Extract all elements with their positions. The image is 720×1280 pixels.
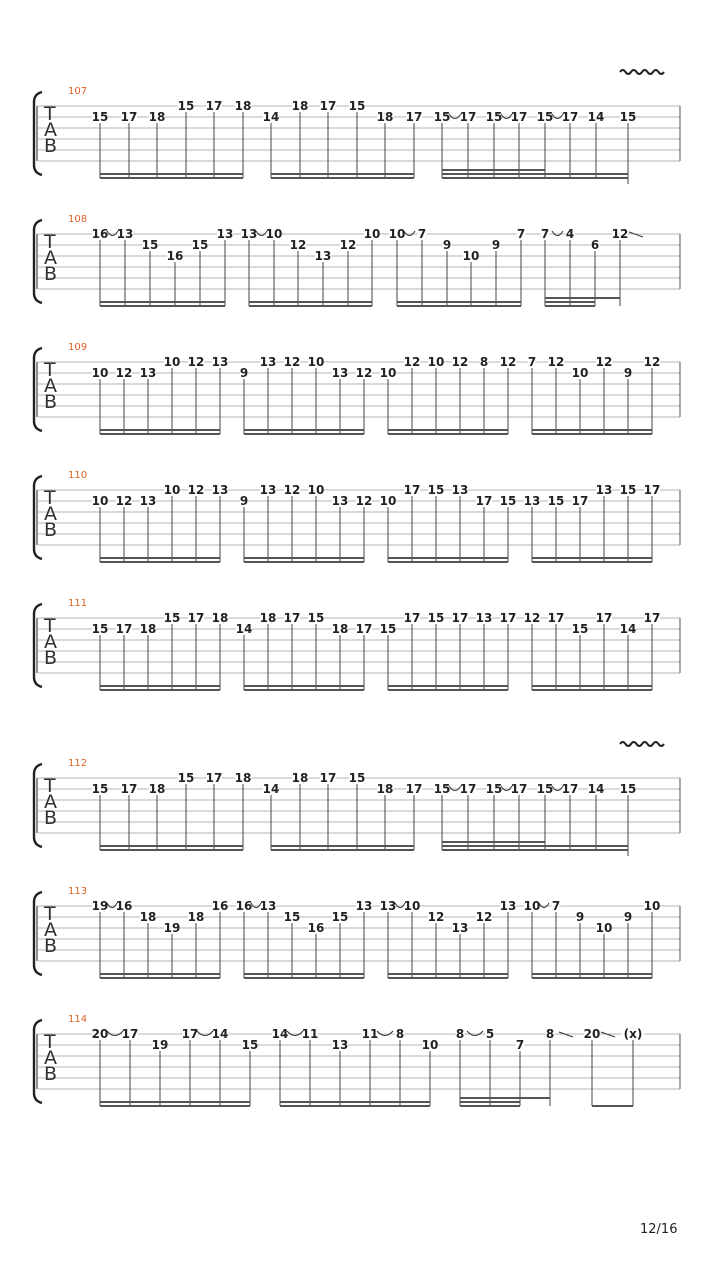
fret-number: (x) [623,1027,643,1041]
fret-number: 13 [116,227,134,241]
fret-number: 18 [376,782,394,796]
fret-number: 20 [91,1027,109,1041]
fret-number: 15 [307,611,325,625]
fret-number: 10 [643,899,661,913]
fret-number: 16 [235,899,253,913]
measure-number: 112 [68,758,88,769]
fret-number: 7 [515,1038,525,1052]
tab-clef-letter: A [44,375,57,397]
fret-number: 13 [331,1038,349,1052]
fret-number: 14 [619,622,637,636]
system-bracket [34,604,42,687]
slur-arc [539,903,549,908]
measure-number: 111 [68,598,88,609]
fret-number: 17 [595,611,613,625]
fret-number: 15 [141,238,159,252]
fret-number: 12 [355,494,373,508]
fret-number: 19 [91,899,109,913]
measure-number: 109 [68,342,88,353]
fret-number: 8 [395,1027,405,1041]
fret-number: 9 [239,494,249,508]
fret-number: 16 [166,249,184,263]
fret-number: 17 [405,782,423,796]
fret-number: 15 [619,782,637,796]
fret-number: 10 [379,494,397,508]
fret-number: 15 [427,611,445,625]
fret-number: 19 [151,1038,169,1052]
fret-number: 11 [301,1027,319,1041]
fret-number: 14 [587,782,605,796]
fret-number: 12 [611,227,629,241]
fret-number: 17 [475,494,493,508]
fret-number: 9 [623,910,633,924]
page-number: 12/16 [640,1222,678,1237]
fret-number: 15 [283,910,301,924]
fret-number: 15 [379,622,397,636]
fret-number: 12 [187,483,205,497]
fret-number: 18 [331,622,349,636]
measure-number: 113 [68,886,88,897]
fret-number: 13 [355,899,373,913]
fret-number: 7 [417,227,427,241]
tab-system-114 [34,1014,680,1106]
fret-number: 10 [91,366,109,380]
tab-clef-letter: B [44,519,58,541]
fret-number: 14 [271,1027,289,1041]
fret-number: 12 [339,238,357,252]
fret-number: 10 [363,227,381,241]
fret-number: 17 [205,99,223,113]
fret-number: 17 [643,483,661,497]
fret-number: 12 [289,238,307,252]
tab-clef-letter: A [44,631,57,653]
fret-number: 10 [307,355,325,369]
fret-number: 18 [376,110,394,124]
fret-number: 18 [291,771,309,785]
fret-number: 13 [523,494,541,508]
fret-number: 17 [205,771,223,785]
fret-number: 14 [587,110,605,124]
fret-number: 17 [547,611,565,625]
fret-number: 12 [115,366,133,380]
fret-number: 15 [619,110,637,124]
fret-number: 9 [239,366,249,380]
fret-number: 14 [235,622,253,636]
fret-number: 13 [451,483,469,497]
fret-number: 11 [361,1027,379,1041]
fret-number: 5 [485,1027,495,1041]
tab-clef-letter: T [44,1031,56,1053]
fret-number: 15 [499,494,517,508]
fret-number: 13 [451,921,469,935]
vibrato-mark [620,70,664,74]
fret-number: 17 [561,110,579,124]
fret-number: 15 [485,110,503,124]
fret-number: 8 [545,1027,555,1041]
fret-number: 18 [148,782,166,796]
fret-number: 12 [283,355,301,369]
tab-clef-letter: A [44,1047,57,1069]
fret-number: 18 [211,611,229,625]
tab-system-111 [34,598,680,690]
fret-number: 13 [331,494,349,508]
fret-number: 17 [459,110,477,124]
fret-number: 10 [571,366,589,380]
fret-number: 15 [91,622,109,636]
fret-number: 18 [187,910,205,924]
fret-number: 13 [259,355,277,369]
measure-number: 108 [68,214,88,225]
tab-system-113 [34,886,680,978]
fret-number: 15 [241,1038,259,1052]
tab-clef-letter: T [44,775,56,797]
fret-number: 18 [259,611,277,625]
fret-number: 17 [283,611,301,625]
fret-number: 17 [571,494,589,508]
fret-number: 12 [115,494,133,508]
system-bracket [34,476,42,559]
tab-clef-letter: T [44,359,56,381]
fret-number: 17 [403,611,421,625]
fret-number: 13 [499,899,517,913]
fret-number: 17 [643,611,661,625]
fret-number: 12 [499,355,517,369]
tab-clef-letter: T [44,615,56,637]
tab-clef-letter: B [44,807,58,829]
tab-system-108 [34,214,680,306]
system-bracket [34,1020,42,1103]
fret-number: 13 [139,494,157,508]
slur-arc [197,1031,213,1036]
fret-number: 18 [148,110,166,124]
fret-number: 18 [139,910,157,924]
system-bracket [34,92,42,175]
fret-number: 17 [187,611,205,625]
fret-number: 15 [177,99,195,113]
fret-number: 13 [314,249,332,263]
fret-number: 15 [433,110,451,124]
fret-number: 15 [163,611,181,625]
fret-number: 13 [139,366,157,380]
fret-number: 16 [115,899,133,913]
fret-number: 17 [120,782,138,796]
fret-number: 10 [265,227,283,241]
fret-number: 17 [499,611,517,625]
fret-number: 17 [181,1027,199,1041]
measure-number: 107 [68,86,88,97]
fret-number: 12 [403,355,421,369]
slur-arc [404,231,415,236]
fret-number: 9 [623,366,633,380]
tab-clef-letter: B [44,391,58,413]
fret-number: 12 [547,355,565,369]
tab-clef-letter: A [44,119,57,141]
fret-number: 13 [331,366,349,380]
fret-number: 15 [547,494,565,508]
fret-number: 15 [348,771,366,785]
fret-number: 15 [91,110,109,124]
fret-number: 12 [427,910,445,924]
fret-number: 13 [259,899,277,913]
fret-number: 10 [427,355,445,369]
fret-number: 10 [403,899,421,913]
vibrato-mark [620,742,664,746]
fret-number: 9 [442,238,452,252]
fret-number: 17 [403,483,421,497]
fret-number: 15 [177,771,195,785]
fret-number: 18 [139,622,157,636]
fret-number: 12 [643,355,661,369]
fret-number: 9 [575,910,585,924]
fret-number: 17 [355,622,373,636]
fret-number: 10 [462,249,480,263]
fret-number: 17 [405,110,423,124]
fret-number: 13 [211,355,229,369]
fret-number: 13 [216,227,234,241]
fret-number: 15 [485,782,503,796]
system-bracket [34,764,42,847]
tab-system-110 [34,470,680,562]
fret-number: 12 [475,910,493,924]
system-bracket [34,220,42,303]
tab-system-112 [34,742,680,856]
fret-number: 17 [115,622,133,636]
fret-number: 15 [331,910,349,924]
fret-number: 6 [590,238,600,252]
fret-number: 15 [348,99,366,113]
fret-number: 10 [523,899,541,913]
fret-number: 13 [240,227,258,241]
system-bracket [34,348,42,431]
tab-system-107 [34,70,680,184]
slur-arc [107,1031,123,1036]
fret-number: 13 [259,483,277,497]
fret-number: 10 [388,227,406,241]
fret-number: 18 [291,99,309,113]
tab-clef-letter: A [44,247,57,269]
fret-number: 14 [262,782,280,796]
fret-number: 7 [551,899,561,913]
system-bracket [34,892,42,975]
fret-number: 15 [433,782,451,796]
tab-clef-letter: A [44,791,57,813]
fret-number: 16 [307,921,325,935]
fret-number: 17 [451,611,469,625]
fret-number: 10 [421,1038,439,1052]
tab-clef-letter: B [44,1063,58,1085]
fret-number: 7 [540,227,550,241]
fret-number: 12 [451,355,469,369]
fret-number: 15 [536,110,554,124]
tab-clef-letter: T [44,487,56,509]
tab-clef-letter: T [44,903,56,925]
tab-clef-letter: T [44,103,56,125]
fret-number: 20 [583,1027,601,1041]
tab-clef-letter: B [44,135,58,157]
fret-number: 13 [211,483,229,497]
fret-number: 10 [379,366,397,380]
fret-number: 14 [211,1027,229,1041]
tab-system-109 [34,342,680,434]
fret-number: 19 [163,921,181,935]
fret-number: 4 [565,227,575,241]
fret-number: 10 [163,355,181,369]
fret-number: 10 [595,921,613,935]
fret-number: 18 [234,771,252,785]
fret-number: 15 [427,483,445,497]
fret-number: 17 [120,110,138,124]
fret-number: 15 [191,238,209,252]
fret-number: 12 [523,611,541,625]
slur-arc [287,1031,303,1036]
fret-number: 10 [307,483,325,497]
fret-number: 16 [211,899,229,913]
tab-clef-letter: A [44,919,57,941]
fret-number: 7 [516,227,526,241]
fret-number: 15 [571,622,589,636]
fret-number: 15 [536,782,554,796]
fret-number: 10 [91,494,109,508]
fret-number: 13 [379,899,397,913]
fret-number: 13 [475,611,493,625]
fret-number: 8 [479,355,489,369]
fret-number: 17 [561,782,579,796]
fret-number: 12 [283,483,301,497]
fret-number: 15 [619,483,637,497]
fret-number: 17 [319,771,337,785]
fret-number: 13 [595,483,613,497]
tab-clef-letter: B [44,935,58,957]
fret-number: 9 [491,238,501,252]
fret-number: 12 [355,366,373,380]
tab-clef-letter: B [44,647,58,669]
fret-number: 10 [163,483,181,497]
fret-number: 18 [234,99,252,113]
fret-number: 17 [459,782,477,796]
slur-arc [377,1031,393,1036]
fret-number: 12 [595,355,613,369]
fret-number: 16 [91,227,109,241]
fret-number: 17 [121,1027,139,1041]
fret-number: 14 [262,110,280,124]
fret-number: 15 [91,782,109,796]
fret-number: 17 [319,99,337,113]
tab-clef-letter: T [44,231,56,253]
tab-clef-letter: A [44,503,57,525]
measure-number: 110 [68,470,88,481]
tab-clef-letter: B [44,263,58,285]
fret-number: 7 [527,355,537,369]
slur-arc [552,231,563,236]
measure-number: 114 [68,1014,88,1025]
fret-number: 17 [510,110,528,124]
fret-number: 8 [455,1027,465,1041]
slur-arc [467,1031,483,1036]
fret-number: 12 [187,355,205,369]
fret-number: 17 [510,782,528,796]
